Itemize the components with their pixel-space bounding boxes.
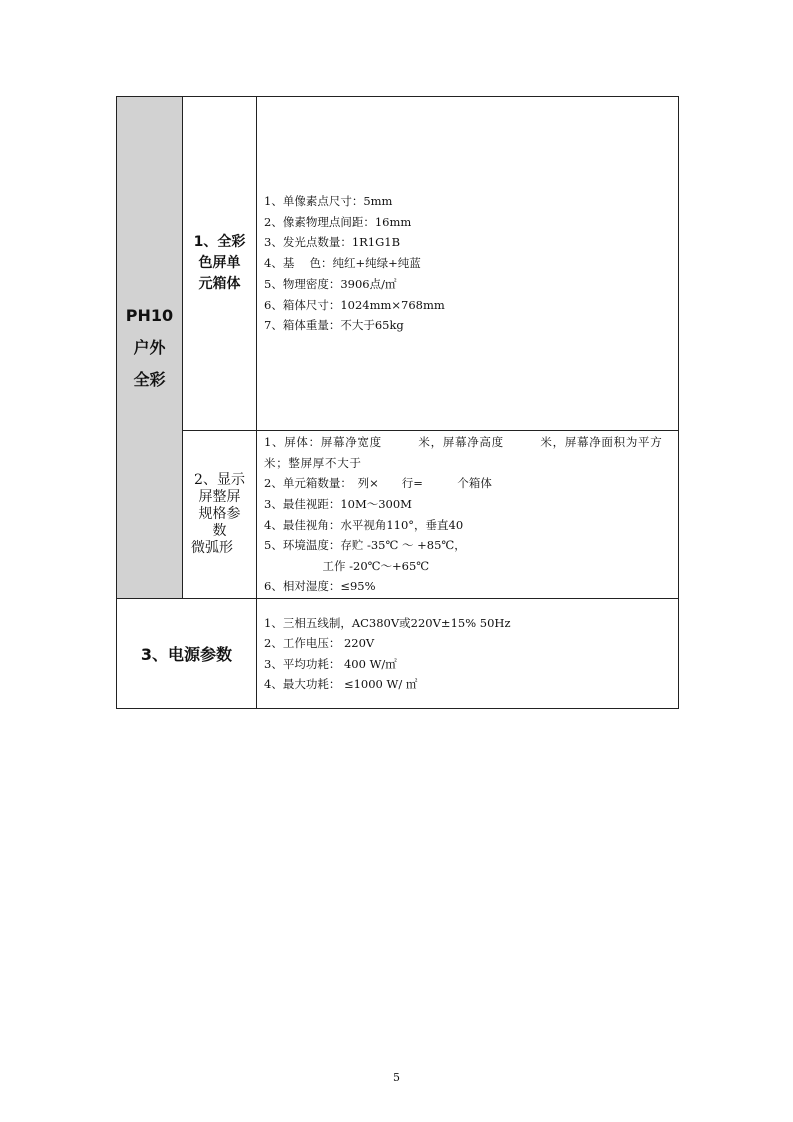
category-cell — [117, 97, 183, 599]
spec-table — [116, 96, 679, 709]
power-row — [117, 599, 679, 709]
display-title-line: 数 — [212, 523, 227, 539]
display-title-cell — [183, 431, 257, 599]
display-spec-item: 6、相对湿度：≤95% — [264, 579, 376, 594]
power-spec-item: 3、平均功耗： 400 W/㎡ — [264, 656, 397, 671]
cabinet-title-line: 色屏单 — [198, 255, 241, 271]
display-spec-item: 3、最佳视距：10M～300M — [264, 496, 412, 511]
display-title-line: 2、显示 — [194, 472, 245, 488]
cabinet-spec-item: 3、发光点数量：1R1G1B — [264, 235, 401, 250]
cabinet-spec-item: 7、箱体重量：不大于65kg — [264, 318, 404, 333]
cabinet-title-cell — [183, 97, 257, 431]
cabinet-spec-item: 5、物理密度：3906点/㎡ — [264, 276, 397, 291]
display-spec-item: 1、屏体：屏幕净宽度 米，屏幕净高度 米，屏幕净面积为平方米；整屏厚不大于 — [264, 435, 663, 470]
display-row — [117, 431, 679, 599]
category-line: 全彩 — [133, 369, 166, 389]
category-line: PH10 — [125, 305, 174, 325]
category-line: 户外 — [133, 337, 166, 357]
power-spec-item: 2、工作电压： 220V — [264, 636, 375, 651]
display-spec-item: 2、单元箱数量： 列× 行= 个箱体 — [264, 476, 492, 491]
display-title-line: 规格参 — [198, 506, 241, 522]
power-spec-cell — [257, 599, 679, 709]
cabinet-spec-item: 6、箱体尺寸：1024mm×768mm — [264, 297, 445, 312]
cabinet-spec-item: 1、单像素点尺寸：5mm — [264, 194, 393, 209]
display-spec-item: 5、环境温度：存贮 -35℃ ～ +85℃， — [264, 538, 466, 553]
display-spec-cell — [257, 431, 679, 599]
display-title-line: 微弧形 — [191, 540, 233, 556]
cabinet-spec-item: 2、像素物理点间距：16mm — [264, 214, 412, 229]
power-spec-item: 4、最大功耗： ≤1000 W/ ㎡ — [264, 676, 418, 691]
page-number: 5 — [393, 1071, 400, 1084]
cabinet-spec-item: 4、基 色：纯红+纯绿+纯蓝 — [264, 256, 421, 271]
cabinet-title-line: 1、全彩 — [193, 234, 246, 250]
cabinet-spec-cell — [257, 97, 679, 431]
power-title-cell: 3、电源参数 — [117, 599, 257, 709]
cabinet-row — [117, 97, 679, 431]
cabinet-title-line: 元箱体 — [198, 276, 241, 292]
display-spec-item: 4、最佳视角：水平视角110°，垂直40 — [264, 517, 464, 532]
power-spec-item: 1、三相五线制，AC380V或220V±15% 50Hz — [264, 615, 511, 630]
display-spec-item: 工作 -20℃～+65℃ — [264, 558, 430, 573]
display-title-line: 屏整屏 — [198, 489, 241, 505]
